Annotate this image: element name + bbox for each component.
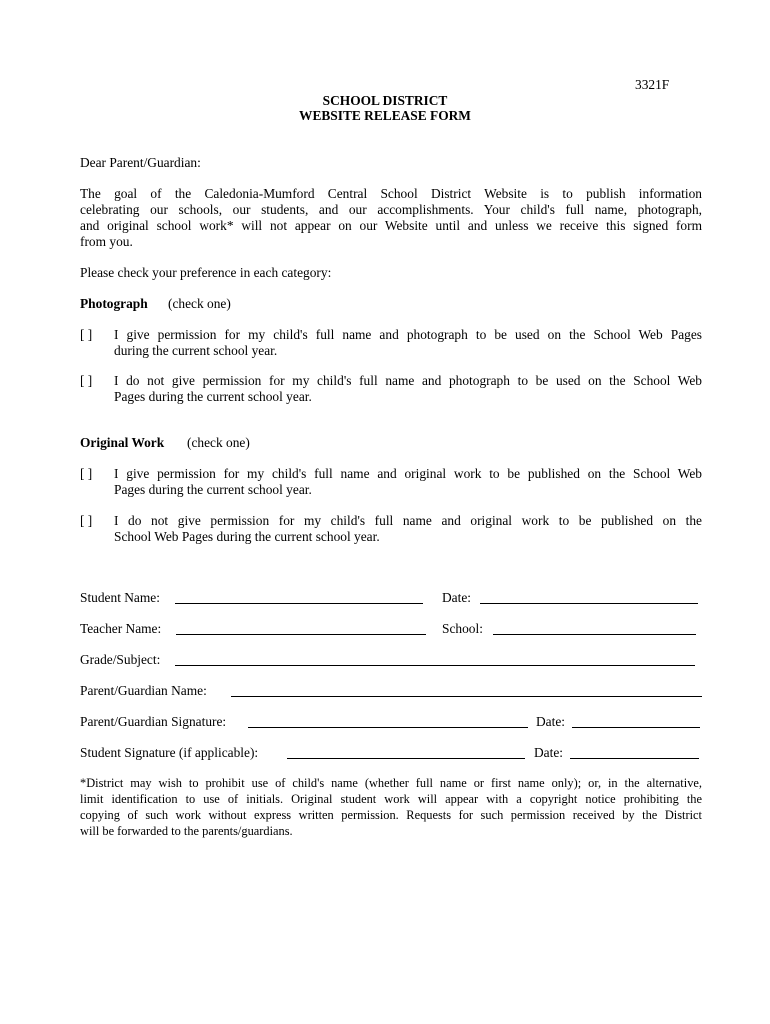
form-title-line-2: WEBSITE RELEASE FORM — [299, 108, 471, 123]
school-label: School: — [442, 621, 483, 636]
date-label-3: Date: — [534, 745, 563, 760]
original-work-note: (check one) — [187, 435, 250, 450]
student-name-label: Student Name: — [80, 590, 160, 605]
photograph-option-1-line-2: during the current school year. — [114, 343, 278, 358]
student-name-line[interactable] — [175, 603, 423, 604]
parent-signature-label: Parent/Guardian Signature: — [80, 714, 227, 729]
teacher-name-line[interactable] — [176, 634, 426, 635]
original-work-option-1-line-2: Pages during the current school year. — [114, 482, 312, 497]
date-label-1: Date: — [442, 590, 471, 605]
original-work-option-2-checkbox[interactable]: [ ] — [80, 513, 93, 528]
footnote-line-4: will be forwarded to the parents/guardians. — [80, 824, 293, 838]
school-line[interactable] — [493, 634, 696, 635]
date-line-1[interactable] — [480, 603, 698, 604]
original-work-option-2-line-1: I do not give permission for my child's full name and original work to be published on the — [114, 513, 702, 528]
photograph-note: (check one) — [168, 296, 231, 311]
student-signature-line[interactable] — [287, 758, 525, 759]
photograph-option-1-line-1: I give permission for my child's full name and photograph to be used on the School Web Pages — [114, 327, 702, 342]
original-work-option-1-line-1: I give permission for my child's full name and original work to be published on the School Web — [114, 466, 702, 481]
footnote-line-1: *District may wish to prohibit use of child's name (whether full name or first name only); or, in the alternative, — [80, 776, 702, 790]
instruction: Please check your preference in each category: — [80, 265, 332, 280]
grade-subject-line[interactable] — [175, 665, 695, 666]
photograph-option-1-checkbox[interactable]: [ ] — [80, 327, 93, 342]
parent-name-label: Parent/Guardian Name: — [80, 683, 207, 698]
photograph-option-2-checkbox[interactable]: [ ] — [80, 373, 93, 388]
intro-line-4: from you. — [80, 234, 133, 249]
photograph-option-2-line-1: I do not give permission for my child's full name and photograph to be used on the School Web — [114, 373, 702, 388]
grade-subject-label: Grade/Subject: — [80, 652, 161, 667]
parent-signature-line[interactable] — [248, 727, 528, 728]
form-code: 3321F — [635, 77, 670, 92]
footnote-line-2: limit identification to use of initials. Original student work will appear with a copyright notice prohibiting the — [80, 792, 702, 806]
photograph-heading: Photograph — [80, 296, 148, 311]
parent-name-line[interactable] — [231, 696, 702, 697]
intro-line-3: and original school work* will not appear on our Website until and unless we receive this signed form — [80, 218, 702, 233]
footnote-line-3: copying of such work without express written permission. Requests for such permission received by the District — [80, 808, 702, 822]
form-title-line-1: SCHOOL DISTRICT — [322, 93, 448, 108]
intro-line-2: celebrating our schools, our students, and our accomplishments. Your child's full name, photograph, — [80, 202, 702, 217]
original-work-heading: Original Work — [80, 435, 165, 450]
original-work-option-1-checkbox[interactable]: [ ] — [80, 466, 93, 481]
photograph-option-2-line-2: Pages during the current school year. — [114, 389, 312, 404]
salutation: Dear Parent/Guardian: — [80, 155, 201, 170]
date-line-2[interactable] — [572, 727, 700, 728]
teacher-name-label: Teacher Name: — [80, 621, 162, 636]
student-signature-label: Student Signature (if applicable): — [80, 745, 259, 760]
intro-line-1: The goal of the Caledonia-Mumford Central School District Website is to publish information — [80, 186, 702, 201]
date-label-2: Date: — [536, 714, 565, 729]
date-line-3[interactable] — [570, 758, 699, 759]
original-work-option-2-line-2: School Web Pages during the current school year. — [114, 529, 380, 544]
